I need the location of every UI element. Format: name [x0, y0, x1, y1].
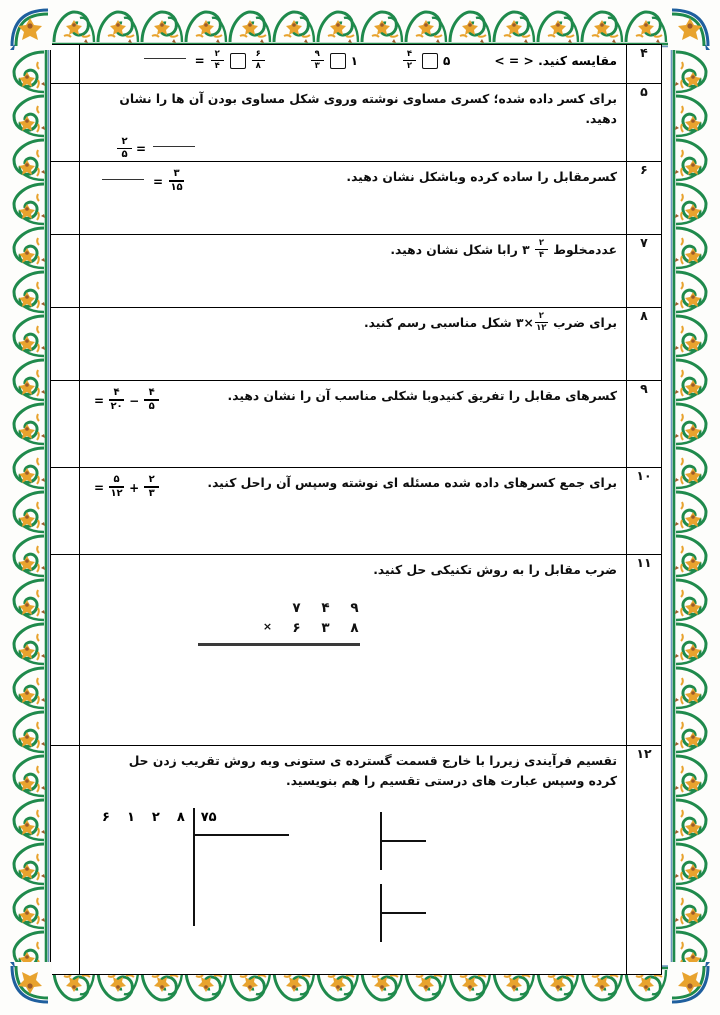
- question-prompt-12: تقسیم فرآیندی زیررا با خارج قسمت گسترده ی ستونی وبه روش تقریب زدن حل کرده وسپس عبارت های درستی تقسیم را هم بنویسید.: [128, 754, 617, 789]
- numerator: ۶: [255, 49, 261, 59]
- multiplicand-digit-3: ۹: [350, 600, 359, 617]
- question-cell-10: [80, 468, 627, 555]
- comparison-item-1: [402, 51, 450, 71]
- table-row: [51, 555, 662, 746]
- question-cell-4: [80, 45, 627, 84]
- question-cell-12: [80, 746, 627, 975]
- fraction-10b: [109, 475, 124, 499]
- answer-blank-line[interactable]: [144, 57, 186, 59]
- multiplicand-digit-1: ۷: [292, 600, 301, 617]
- corner-medallion-bottom-right-icon: [668, 962, 712, 1006]
- equals-sign: =: [153, 174, 164, 189]
- denominator: ۱۵: [170, 181, 183, 193]
- table-row: [51, 235, 662, 308]
- question-cell-7: [80, 235, 627, 308]
- divisor-value: ۷۵: [200, 809, 217, 825]
- compare-prompt: مقایسه کنید. < = >: [494, 54, 617, 69]
- worksheet-content: [52, 44, 662, 954]
- comparison-box-3[interactable]: [230, 53, 246, 69]
- left-margin-cell-4: [51, 45, 80, 84]
- multiplicand-row: [198, 598, 360, 618]
- table-row: [51, 162, 662, 235]
- row-number-7: ۷: [627, 235, 662, 308]
- equals-sign: =: [94, 393, 105, 408]
- question-prompt-5: برای کسر داده شده؛ کسری مساوی نوشته وروی شکل مساوی بودن آن ها را نشان دهید.: [119, 92, 617, 127]
- row-number-12: ۱۲: [627, 746, 662, 975]
- multiplication-rule: [198, 643, 360, 645]
- product-whole-8: ۳: [515, 316, 524, 331]
- left-margin-cell-11: [51, 555, 80, 746]
- fraction-3a: [252, 50, 265, 70]
- worksheet-table: [50, 44, 662, 975]
- expression-inner: [98, 170, 185, 194]
- question-prompt-6: کسرمقابل را ساده کرده وباشکل نشان دهید.: [346, 170, 617, 185]
- denominator: ۵: [148, 400, 155, 412]
- floral-scroll-right-icon: [670, 6, 712, 1006]
- fraction-expression-5: [80, 132, 626, 162]
- corner-medallion-top-right-icon: [668, 6, 712, 50]
- times-sign: ×: [523, 316, 534, 331]
- question-cell-5: [80, 84, 627, 162]
- operator-sign-10: +: [129, 480, 140, 495]
- left-margin-cell-9: [51, 381, 80, 468]
- question-prompt-9: کسرهای مقابل را تفریق کنیدوبا شکلی مناسب آن را نشان دهید.: [227, 389, 617, 404]
- table-row: [51, 746, 662, 975]
- comparison-item-2: [310, 51, 358, 71]
- prompt-before: عددمخلوط: [553, 243, 617, 258]
- question-cell-6: [80, 162, 627, 235]
- comparison-equation: [140, 51, 266, 71]
- prompt-after: شکل مناسبی رسم کنید.: [364, 316, 512, 331]
- fraction-5: [117, 137, 132, 161]
- equals-sign: =: [194, 54, 205, 69]
- multiplier-digit-2: ۳: [321, 620, 330, 637]
- question-cell-9: [80, 381, 627, 468]
- equals-sign: =: [94, 480, 105, 495]
- table-row: [51, 45, 662, 84]
- multiplier-digit-1: ۶: [292, 620, 301, 637]
- border-band-right: [670, 6, 712, 1006]
- division-figure: [80, 794, 626, 964]
- fraction-6: [169, 169, 184, 193]
- mixed-whole-7: ۳: [522, 243, 530, 258]
- compare-line: [80, 45, 626, 77]
- question-prompt-7: [80, 235, 626, 263]
- fraction-9b: [109, 388, 124, 412]
- multiplicand-digit-2: ۴: [321, 600, 330, 617]
- numerator: ۴: [406, 49, 413, 59]
- compare-left-1: ۵: [442, 54, 451, 69]
- denominator: ۳: [314, 60, 320, 71]
- question-prompt-11: ضرب مقابل را به روش تکنیکی حل کنید.: [373, 563, 617, 578]
- table-row: [51, 381, 662, 468]
- division-blank-horizontal-rule: [380, 912, 426, 914]
- dividend-digit-3: ۲: [151, 809, 160, 825]
- division-vertical-rule: [193, 808, 195, 926]
- corner-medallion-bottom-left-icon: [8, 962, 52, 1006]
- denominator: ۵: [121, 149, 128, 161]
- division-blank-horizontal-rule: [380, 840, 426, 842]
- row-number-5: ۵: [627, 84, 662, 162]
- numerator: ۲: [121, 135, 128, 147]
- dividend-digit-1: ۶: [102, 809, 110, 825]
- row-number-11: ۱۱: [627, 555, 662, 746]
- prompt-after: رابا شکل نشان دهید.: [390, 243, 518, 258]
- border-band-top: [8, 6, 712, 48]
- row-number-9: ۹: [627, 381, 662, 468]
- left-margin-cell-5: [51, 84, 80, 162]
- numerator: ۲: [538, 238, 545, 249]
- question-prompt-8: [80, 308, 626, 336]
- division-bracket: [193, 808, 313, 926]
- expression-9: [94, 381, 160, 413]
- row-number-4: ۴: [627, 45, 662, 84]
- fraction-8: [535, 312, 548, 332]
- numerator: ۲: [214, 49, 220, 59]
- left-margin-cell-10: [51, 468, 80, 555]
- dividend-digit-2: ۱: [126, 809, 135, 825]
- fraction-3b: [211, 50, 224, 70]
- denominator: ۱۲: [110, 487, 123, 499]
- floral-scroll-left-icon: [8, 6, 50, 1006]
- expression-inner: [94, 476, 160, 500]
- prompt-before: برای ضرب: [553, 316, 617, 331]
- division-blank-frame-1[interactable]: [380, 812, 466, 872]
- corner-medallion-top-left-icon: [8, 6, 52, 50]
- expression-inner: [94, 389, 160, 413]
- equals-sign: =: [136, 142, 147, 157]
- left-margin-cell-12: [51, 746, 80, 975]
- division-main: [102, 808, 313, 926]
- multiplier-row: [198, 618, 360, 638]
- numerator: ۲: [538, 311, 544, 322]
- numerator: ۳: [173, 168, 180, 180]
- floral-scroll-top-icon: [8, 6, 712, 48]
- denominator: ۸: [255, 60, 261, 71]
- table-row: [51, 308, 662, 381]
- division-blank-frame-2[interactable]: [380, 884, 466, 944]
- left-margin-cell-8: [51, 308, 80, 381]
- left-margin-cell-7: [51, 235, 80, 308]
- fraction-2: [311, 50, 324, 70]
- fraction-10a: [144, 475, 159, 499]
- compare-left-2: ۱: [350, 54, 358, 69]
- denominator: ۲: [406, 60, 413, 71]
- answer-blank-line[interactable]: [153, 145, 195, 147]
- denominator: ۴: [214, 60, 220, 71]
- spacer-op: [262, 600, 273, 616]
- numerator: ۲: [148, 474, 155, 486]
- multiplication-operator: ×: [262, 620, 273, 634]
- denominator: ۴: [538, 250, 545, 261]
- fraction-9a: [144, 388, 159, 412]
- multiplication-figure: [80, 582, 626, 645]
- dividend-digits: [102, 808, 193, 825]
- table-row: [51, 84, 662, 162]
- question-prompt-10: برای جمع کسرهای داده شده مسئله ای نوشته وسپس آن راحل کنید.: [207, 476, 617, 491]
- left-margin-cell-6: [51, 162, 80, 235]
- denominator: ۲۰: [110, 400, 123, 412]
- table-row: [51, 468, 662, 555]
- denominator: ۱۲: [536, 323, 547, 334]
- comparison-box-2[interactable]: [330, 53, 346, 69]
- comparison-box-1[interactable]: [422, 53, 438, 69]
- question-cell-11: [80, 555, 627, 746]
- row-number-10: ۱۰: [627, 468, 662, 555]
- operator-sign-9: −: [129, 393, 140, 408]
- numerator: ۴: [113, 387, 120, 399]
- border-band-left: [8, 6, 50, 1006]
- numerator: ۹: [314, 49, 320, 59]
- expression-10: [94, 468, 160, 500]
- row-number-6: ۶: [627, 162, 662, 235]
- division-horizontal-rule: [193, 834, 289, 836]
- numerator: ۴: [148, 387, 155, 399]
- answer-blank-line[interactable]: [102, 178, 144, 180]
- row-number-8: ۸: [627, 308, 662, 381]
- fraction-expression-6: [98, 162, 185, 194]
- numerator: ۵: [113, 474, 120, 486]
- denominator: ۳: [148, 487, 155, 499]
- expression-inner: [116, 135, 199, 162]
- fraction-1: [403, 50, 416, 70]
- multiplication-inner: [198, 598, 360, 645]
- multiplier-digit-3: ۸: [350, 620, 359, 637]
- mixed-fraction-7: [535, 239, 548, 259]
- dividend-digit-4: ۸: [176, 809, 185, 825]
- question-cell-8: [80, 308, 627, 381]
